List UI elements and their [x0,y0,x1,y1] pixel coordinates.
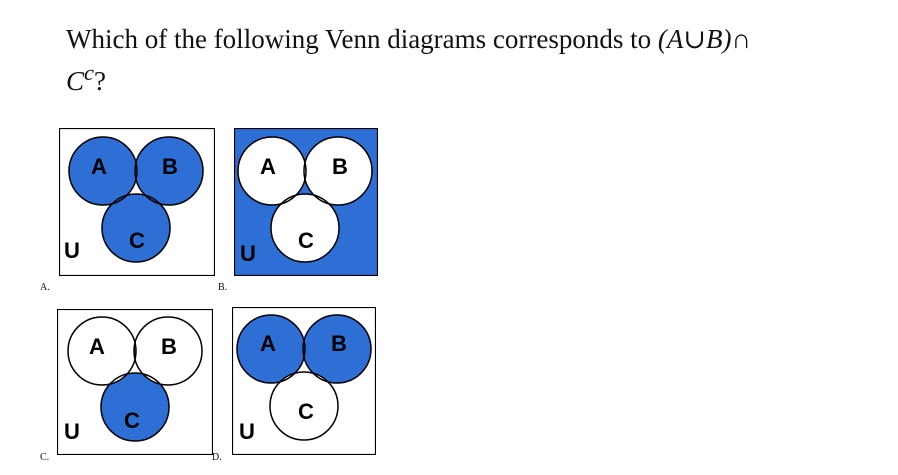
question-text: Which of the following Venn diagrams corresponds to (A∪B)∩ $C^c$? [66,24,752,96]
label-a: A [89,334,105,359]
label-a: A [260,154,276,179]
venn-option-b[interactable] [234,128,378,276]
option-letter-c: C. [40,452,50,463]
label-b: B [331,331,347,356]
label-b: B [162,154,178,179]
label-a: A [91,154,107,179]
option-letter-a: A. [40,282,50,293]
label-c: C [298,228,314,253]
label-c: C [298,399,314,424]
set-expression: (A∪B)∩ $C^c$ [66,24,752,96]
label-u: U [64,238,80,263]
label-a: A [260,331,276,356]
option-letter-d: D. [212,452,222,463]
question-prefix: Which of the following Venn diagrams corresponds to [66,24,658,54]
label-u: U [239,419,255,444]
option-letter-b: B. [218,282,228,293]
label-u: U [64,419,80,444]
venn-option-a[interactable] [59,128,215,276]
label-c: C [129,228,145,253]
label-b: B [332,154,348,179]
venn-option-d[interactable] [232,307,376,455]
label-u: U [240,241,256,266]
label-c: C [124,408,140,433]
label-b: B [161,334,177,359]
venn-option-c[interactable] [57,309,213,455]
